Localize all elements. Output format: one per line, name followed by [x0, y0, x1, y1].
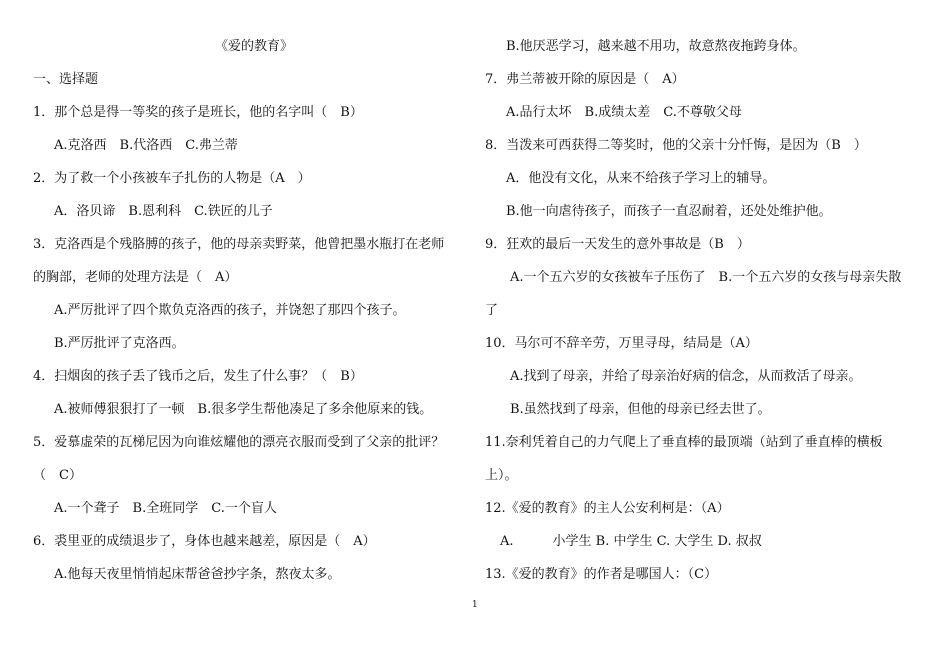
- question-8: 8．当泼来可西获得二等奖时，他的父亲十分忏悔，是因为（B ）: [485, 138, 867, 153]
- statement-11-continued: 上）。: [485, 468, 518, 483]
- question-3: 3．克洛西是个残胳膊的孩子，他的母亲卖野菜，他曾把墨水瓶打在老师: [33, 237, 445, 252]
- page-number: 1: [472, 600, 478, 610]
- question-7: 7．弗兰蒂被开除的原因是（ A）: [485, 72, 685, 87]
- question-9-continued: 了: [485, 303, 499, 318]
- question-6: 6．裘里亚的成绩退步了，身体也越来越差，原因是（ A）: [33, 534, 376, 549]
- question-8-option-b: B.他一向虐待孩子，而孩子一直忍耐着，还处处维护他。: [506, 204, 832, 219]
- question-3-continued: 的胸部，老师的处理方法是（ A）: [33, 270, 238, 285]
- question-12-options: A. 小学生 B. 中学生 C. 大学生 D. 叔叔: [500, 534, 762, 549]
- question-7-options: A.品行太坏 B.成绩太差 C.不尊敬父母: [506, 105, 742, 120]
- question-6-option-b: B.他厌恶学习，越来越不用功，故意熬夜拖跨身体。: [506, 39, 806, 54]
- question-6-option-a: A.他每天夜里悄悄起床帮爸爸抄字条，熬夜太多。: [54, 567, 341, 582]
- question-3-option-a: A.严厉批评了四个欺负克洛西的孩子，并饶恕了那四个孩子。: [54, 303, 406, 318]
- question-10-option-b: B.虽然找到了母亲，但他的母亲已经去世了。: [510, 402, 771, 417]
- question-1: 1．那个总是得一等奖的孩子是班长，他的名字叫（ B）: [33, 105, 363, 120]
- question-5-options: A.一个聋子 B.全班同学 C.一个盲人: [54, 501, 277, 516]
- question-10: 10．马尔可不辞辛劳，万里寻母，结局是（A）: [485, 336, 758, 351]
- question-5: 5．爱慕虚荣的瓦梯尼因为向谁炫耀他的漂亮衣服而受到了父亲的批评？: [33, 435, 445, 450]
- question-10-option-a: A.找到了母亲，并给了母亲治好病的信念，从而救活了母亲。: [510, 369, 862, 384]
- question-9: 9．狂欢的最后一天发生的意外事故是（B ）: [485, 237, 750, 252]
- question-12: 12.《爱的教育》的主人公安利柯是：（A）: [485, 501, 730, 516]
- question-4-options: A.被师傅狠狠打了一顿 B.很多学生帮他凑足了多余他原来的钱。: [54, 402, 433, 417]
- document-title: 《爱的教育》: [215, 39, 294, 54]
- statement-11: 11.奈利凭着自己的力气爬上了垂直棒的最顶端（站到了垂直棒的横板: [485, 435, 883, 450]
- question-9-options: A.一个五六岁的女孩被车子压伤了 B.一个五六岁的女孩与母亲失散: [510, 270, 902, 285]
- section-heading: 一、选择题: [33, 72, 99, 87]
- question-1-options: A.克洛西 B.代洛西 C.弗兰蒂: [54, 138, 238, 153]
- question-3-option-b: B.严厉批评了克洛西。: [54, 336, 185, 351]
- question-13: 13.《爱的教育》的作者是哪国人：（C）: [485, 567, 718, 582]
- question-4: 4．扫烟囱的孩子丢了钱币之后，发生了什么事？（ B）: [33, 369, 363, 384]
- question-5-answer: （ C）: [33, 468, 82, 483]
- question-2: 2．为了救一个小孩被车子扎伤的人物是（A ）: [33, 171, 311, 186]
- question-2-options: A．洛贝谛 B.恩利科 C.铁匠的儿子: [54, 204, 273, 219]
- question-8-option-a: A．他没有文化，从来不给孩子学习上的辅导。: [506, 171, 776, 186]
